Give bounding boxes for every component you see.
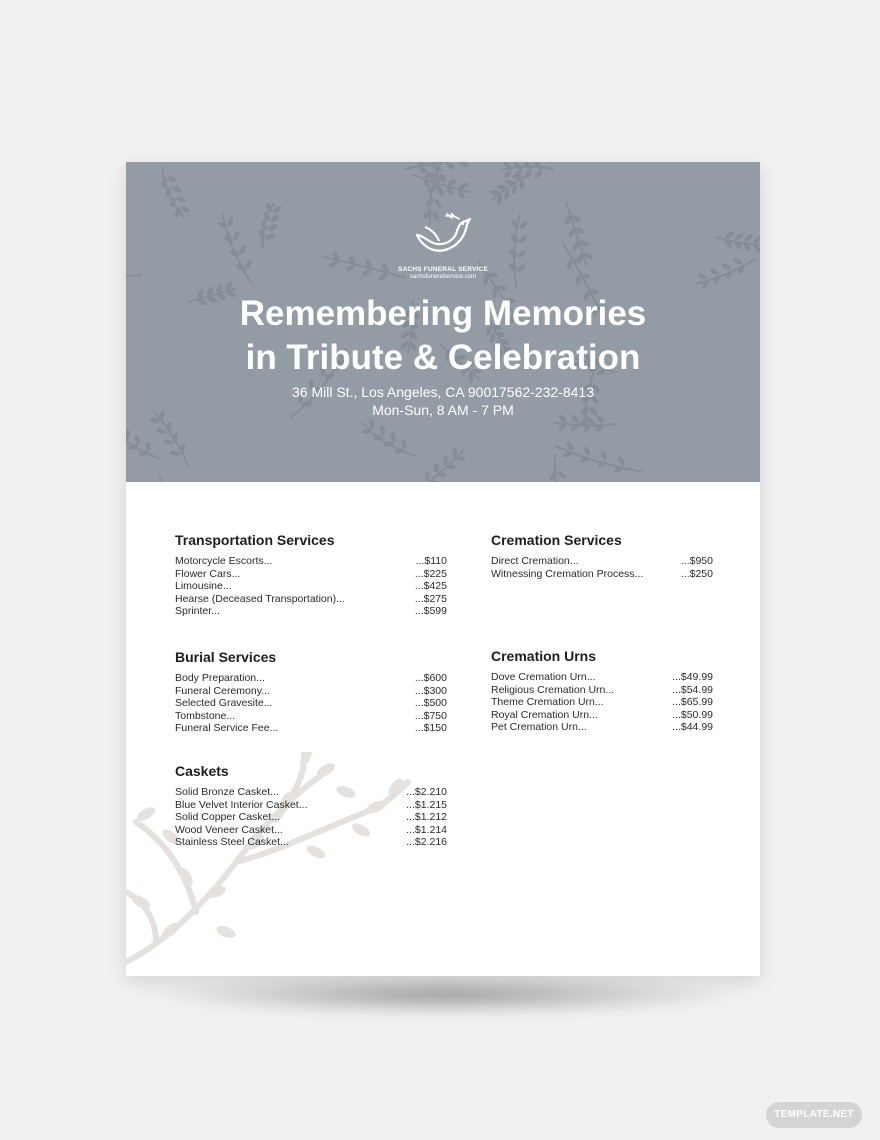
item-price: ...$950: [680, 555, 713, 567]
item-price: ...$300: [414, 684, 447, 697]
item-price: ...$65.99: [672, 696, 713, 708]
address: 36 Mill St., Los Angeles, CA 90017562-232-8413: [292, 384, 594, 400]
list-item: [175, 697, 447, 710]
item-name: Theme Cremation Urn...: [491, 696, 604, 708]
list-item: [491, 696, 713, 709]
list-item: [175, 786, 447, 799]
item-price: ...$54.99: [672, 683, 713, 696]
item-name: Selected Gravesite...: [175, 697, 273, 709]
section-title: Caskets: [175, 763, 229, 779]
item-price: ...$44.99: [672, 721, 713, 733]
item-name: Dove Cremation Urn...: [491, 671, 596, 683]
list-item: [175, 580, 447, 593]
item-price: ...$275: [414, 592, 447, 605]
item-price: ...$150: [414, 722, 447, 734]
item-name: Witnessing Cremation Process...: [491, 567, 644, 580]
list-item: [175, 685, 447, 698]
item-price: ...$49.99: [672, 671, 713, 683]
item-price: ...$250: [680, 567, 713, 580]
item-name: Tombstone...: [175, 709, 236, 722]
headline-line-2: in Tribute & Celebration: [245, 338, 641, 377]
item-price: ...$600: [414, 672, 447, 684]
item-name: Sprinter...: [175, 605, 220, 617]
item-name: Blue Velvet Interior Casket...: [175, 798, 308, 811]
item-name: Solid Bronze Casket...: [175, 786, 279, 798]
list-item: [175, 710, 447, 723]
item-name: Limousine...: [175, 580, 232, 592]
item-name: Motorcycle Escorts...: [175, 555, 273, 567]
burial-services-section: [175, 649, 447, 735]
item-price: ...$2.216: [406, 836, 447, 848]
item-name: Stainless Steel Casket...: [175, 836, 289, 848]
list-item: [491, 721, 713, 734]
headline-line-1: Remembering Memories: [239, 294, 647, 333]
list-item: [175, 836, 447, 849]
item-name: Body Preparation...: [175, 672, 265, 684]
item-price: ...$225: [414, 567, 447, 580]
item-name: Direct Cremation...: [491, 555, 579, 567]
dove-icon: [413, 213, 473, 259]
item-name: Flower Cars...: [175, 567, 241, 580]
item-price: ...$500: [414, 697, 447, 709]
list-item: [175, 593, 447, 606]
list-item: [491, 709, 713, 722]
section-title: Burial Services: [175, 649, 277, 665]
item-name: Hearse (Deceased Transportation)...: [175, 592, 345, 605]
item-name: Religious Cremation Urn...: [491, 683, 615, 696]
item-price: ...$425: [414, 580, 447, 592]
item-price: ...$1.212: [406, 811, 447, 823]
template-net-watermark[interactable]: TEMPLATE.NET: [766, 1102, 862, 1128]
list-item: [491, 568, 713, 581]
list-item: [175, 568, 447, 581]
list-item: [175, 811, 447, 824]
caskets-section: [175, 763, 447, 849]
item-name: Wood Veneer Casket...: [175, 823, 283, 836]
item-price: ...$599: [414, 605, 447, 617]
item-price: ...$1.215: [406, 798, 447, 811]
list-item: [175, 672, 447, 685]
list-item: [175, 605, 447, 618]
brand-name: SACHS FUNERAL SERVICE: [398, 266, 488, 273]
item-name: Royal Cremation Urn...: [491, 708, 598, 721]
cremation-services-section: [491, 532, 713, 580]
item-price: ...$50.99: [672, 708, 713, 721]
list-item: [175, 722, 447, 735]
item-price: ...$110: [415, 555, 447, 567]
list-item: [491, 684, 713, 697]
item-name: Solid Copper Casket...: [175, 811, 281, 823]
list-item: [175, 555, 447, 568]
cremation-urns-section: [491, 648, 713, 734]
list-item: [491, 671, 713, 684]
section-title: Cremation Urns: [491, 648, 597, 664]
flyer-page: [126, 162, 760, 976]
list-item: [175, 824, 447, 837]
paper-shadow: [150, 975, 740, 1015]
header-banner: [126, 162, 760, 482]
item-name: Pet Cremation Urn...: [491, 721, 587, 733]
brand-url: sachsfuneralservice.com: [409, 274, 477, 280]
list-item: [175, 799, 447, 812]
item-name: Funeral Ceremony...: [175, 684, 270, 697]
opening-hours: Mon-Sun, 8 AM - 7 PM: [372, 402, 514, 418]
item-price: ...$1.214: [406, 823, 447, 836]
item-name: Funeral Service Fee...: [175, 722, 279, 734]
item-price: ...$2.210: [406, 786, 447, 798]
list-item: [491, 555, 713, 568]
item-price: ...$750: [414, 709, 447, 722]
section-title: Transportation Services: [175, 532, 335, 548]
section-title: Cremation Services: [491, 532, 622, 548]
transportation-services-section: [175, 532, 447, 618]
